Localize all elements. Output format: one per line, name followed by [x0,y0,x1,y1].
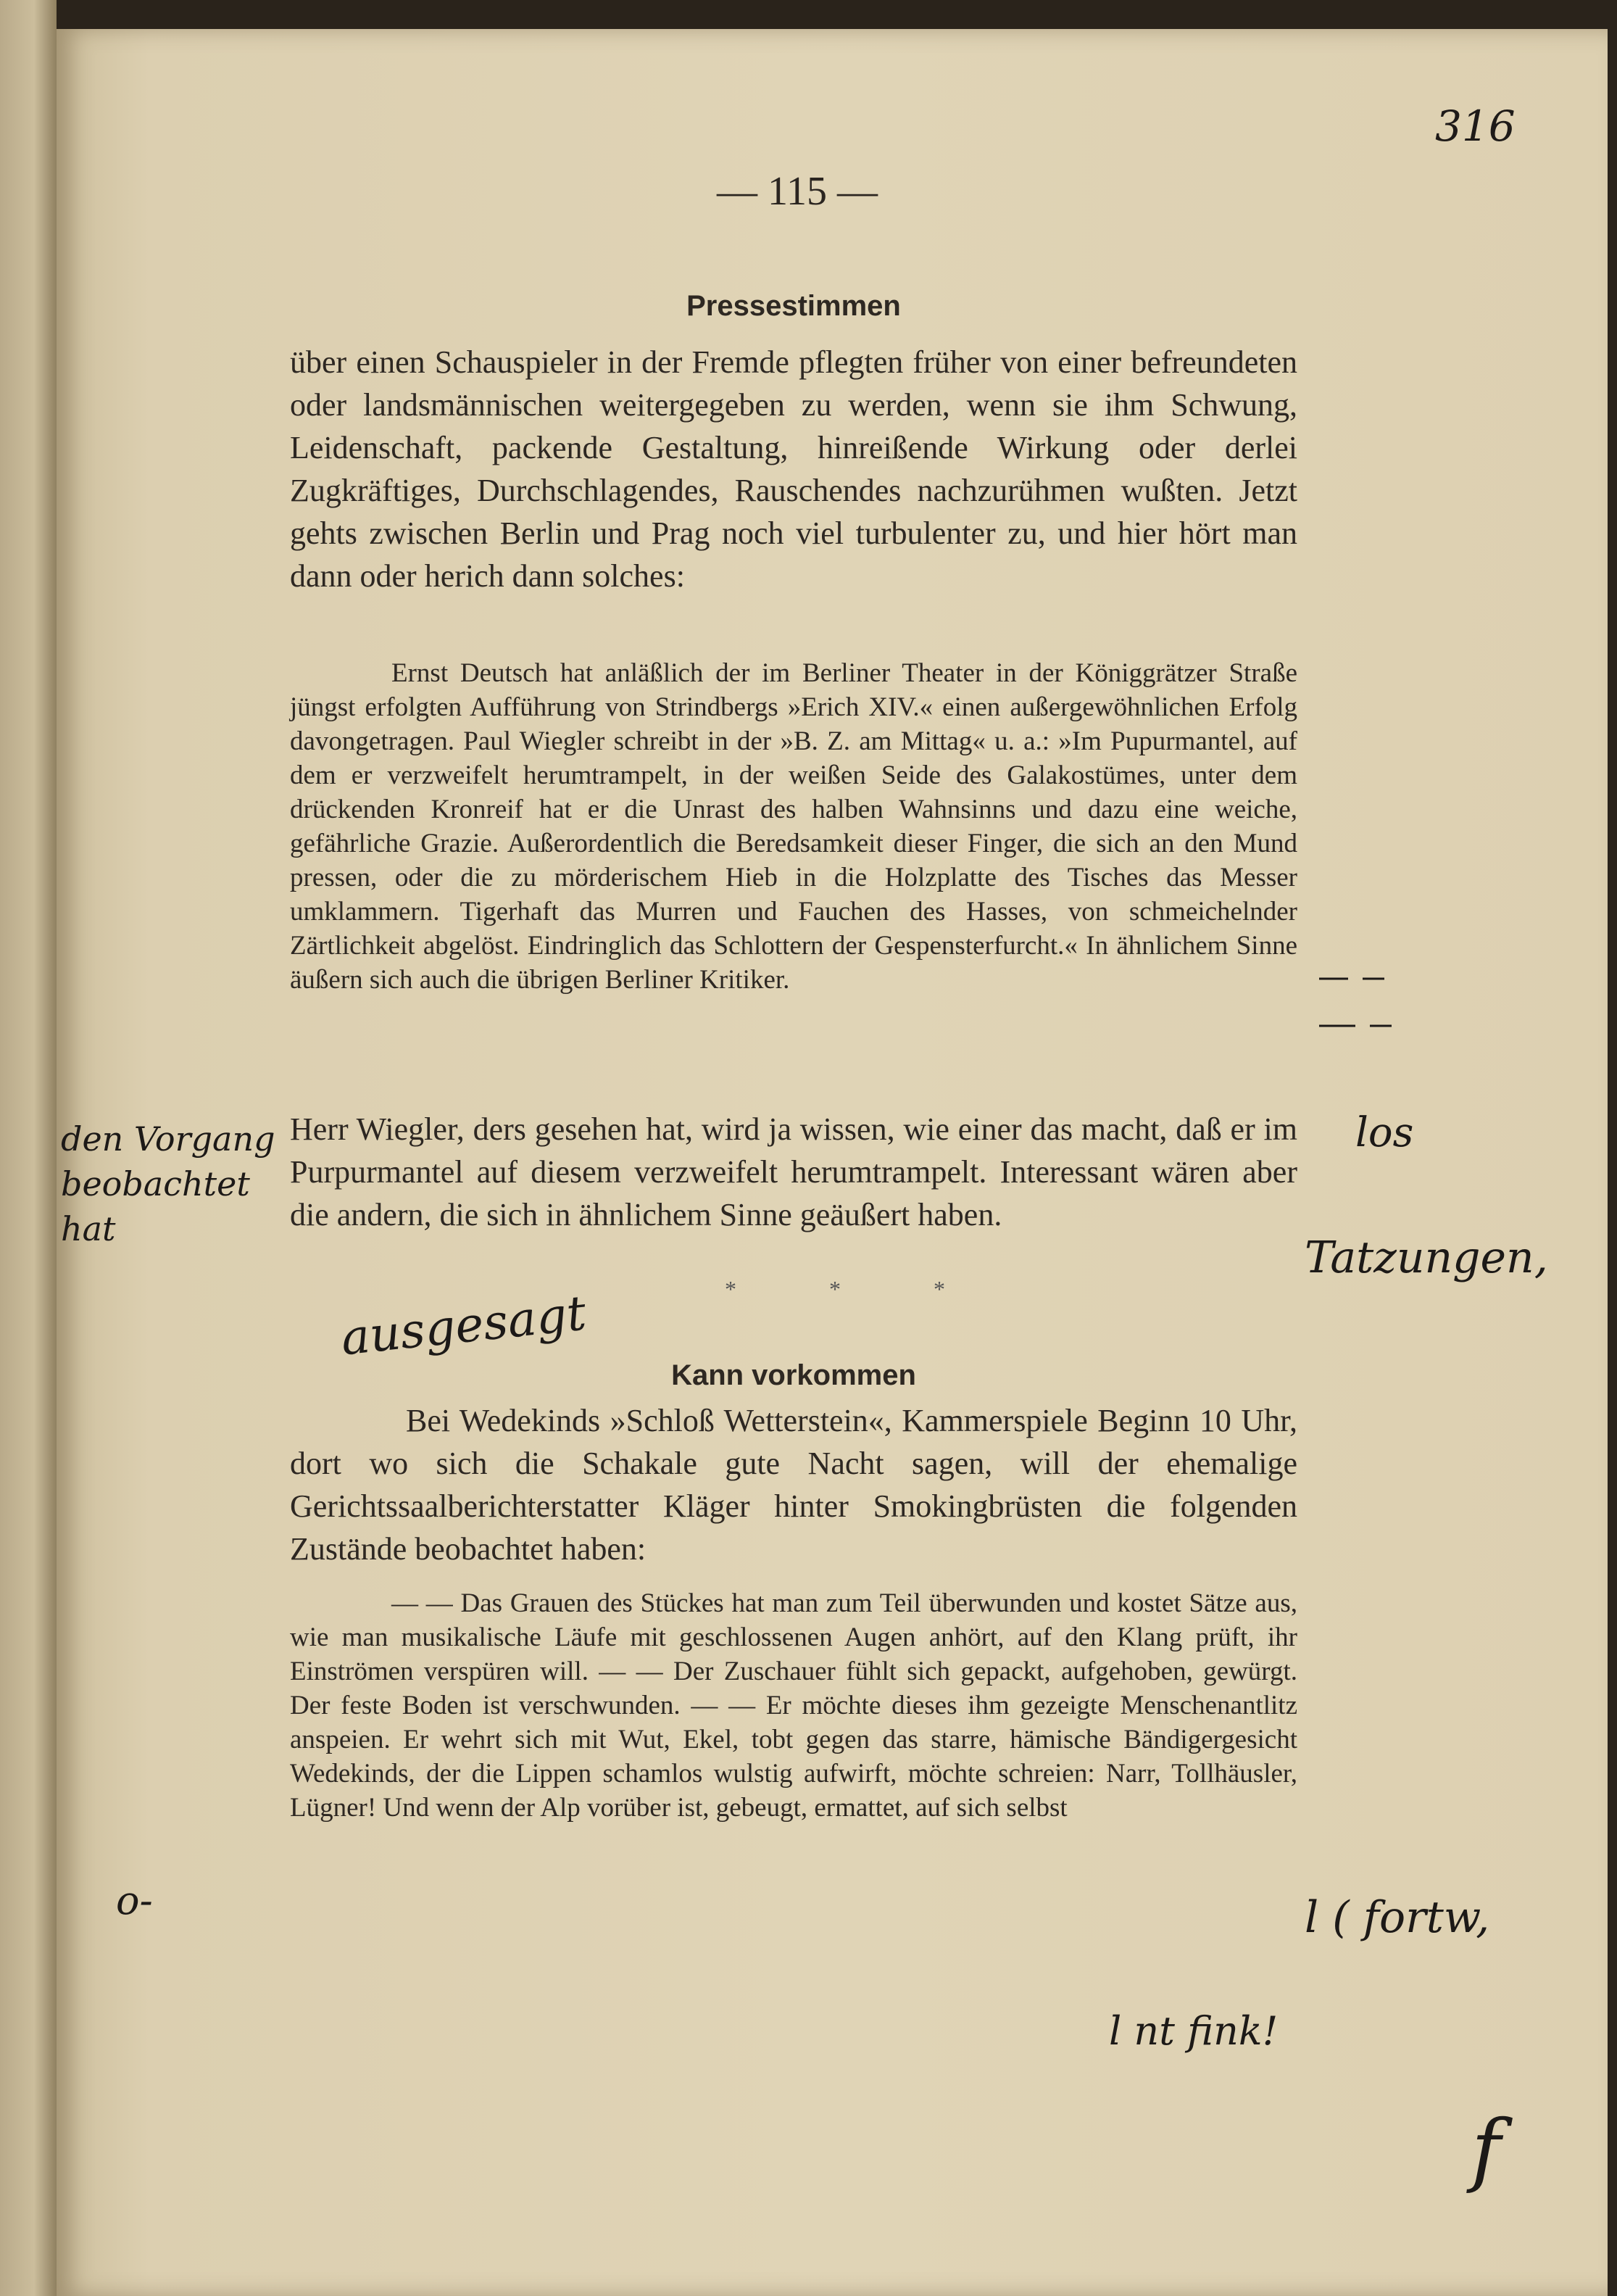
handwritten-margin-note-right-3: l ( fortw, [1305,1892,1490,1943]
handwritten-corner-mark: f [1471,2102,1501,2195]
paragraph-commentary: Herr Wiegler, ders gesehen hat, wird ja wissen, wie einer das macht, daß er im Purpurmantel auf diesem verzweifelt herumtrampelt. Interessant wären aber die andern, die sich in ähnlichem Sinne geäußert haben. [290,1111,1297,1232]
handwritten-margin-note-right-1: los [1355,1109,1414,1156]
section-heading-kann-vorkommen: Kann vorkommen [671,1359,916,1391]
handwritten-margin-note-left-2: o- [116,1878,153,1923]
quoted-review: Ernst Deutsch hat anläßlich der im Berliner Theater in der Königgrätzer Straße jüngst erfolgten Aufführung von Strindbergs »Erich XIV.« einen außergewöhnlichen Erfolg davongetragen. Paul Wiegler schreibt in der »B. Z. am Mittag« u. a.: »Im Pupurmantel, auf dem er verzweifelt herumtrampelt, in der weißen Seide des Galakostümes, unter dem drückenden Kronreif hat er die Unrast des halben Wahnsinns und dazu eine weiche, gefährliche Grazie. Außerordentlich die Beredsamkeit dieser Finger, die sich an den Mund pressen, oder die zu mörderischem Hieb in die Holzplatte des Tisches das Messer umklammern. Tigerhaft das Murren und Fauchen des Hasses, von schmeichelnder Zärtlichkeit abgelöst. Eindringlich das Schlottern der Gespensterfurcht.« In ähnlichem Sinne äußern sich auch die übrigen Berliner Kritiker. [290,658,1297,995]
paragraph-intro: über einen Schauspieler in der Fremde pflegten früher von einer befreundeten oder landsmännischen weitergegeben zu werden, wenn sie ihm Schwung, Leidenschaft, packende Gestaltung, hinreißende Wirkung oder derlei Zugkräftiges, Durchschlagendes, Rauschendes nachzurühmen wußten. Jetzt gehts zwischen Berlin und Prag noch viel turbulenter zu, und hier hört man dann oder herich dann solches: [290,344,1297,594]
handwritten-margin-note-right-2: Tatzungen, [1305,1232,1548,1283]
folio-number: 316 [1435,101,1516,151]
handwritten-bottom-note: l nt fink! [1109,2008,1279,2054]
book-binding-edge [0,0,57,2296]
handwritten-margin-note-left: den Vorgang beobachtet hat [61,1119,275,1248]
paragraph-wedekind: Bei Wedekinds »Schloß Wetterstein«, Kammerspiele Beginn 10 Uhr, dort wo sich die Schakale gute Nacht sagen, will der ehemalige Gerichtssaalberichterstatter Kläger hinter Smokingbrüsten die folgenden Zustände beobachtet haben: [290,1403,1297,1567]
editorial-dash-marks [1305,957,1450,1058]
handwritten-note-ausgesagt: ausgesagt [338,1285,589,1367]
section-heading-pressestimmen: Pressestimmen [686,290,901,322]
page-number: — 115 — [717,169,878,214]
quoted-critique: — — Das Grauen des Stückes hat man zum Teil überwunden und kostet Sätze aus, wie man musikalische Läufe mit geschlossenen Augen anhört, auf den Klang prüft, ihr Einströmen verspüren will. — — Der Zuschauer fühlt sich gepackt, aufgehoben, gewürgt. Der feste Boden ist verschwunden. — — Er möchte dieses ihm gezeigte Menschenantlitz anspeien. Er wehrt sich mit Wut, Ekel, tobt gegen das starre, hämische Bändigergesicht Wedekinds, der die Lippen schamlos wulstig aufwirft, möchte schreien: Narr, Tollhäusler, Lügner! Und wenn der Alp vorüber ist, gebeugt, ermattet, auf sich selbst [290,1588,1297,1823]
separator-stars: * * * [725,1276,989,1302]
